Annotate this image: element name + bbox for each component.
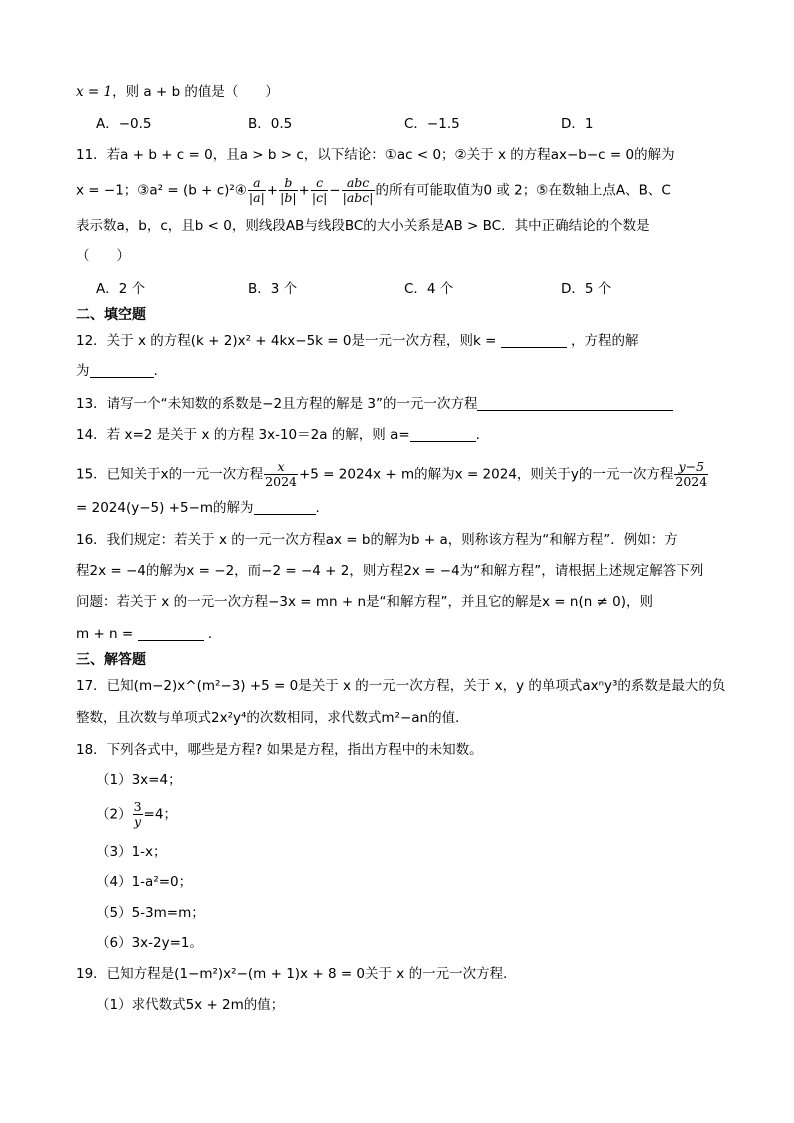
q16-blank[interactable] <box>138 626 204 641</box>
q18-title: 18．下列各式中，哪些是方程? 如果是方程，指出方程中的未知数。 <box>76 742 483 758</box>
q11-option-d[interactable]: D．5 个 <box>561 281 612 297</box>
q10-option-d[interactable]: D．1 <box>561 116 594 132</box>
q18-item-3: （3）1-x； <box>96 844 167 860</box>
q13-blank[interactable] <box>477 396 673 411</box>
q10-text: ，则 a + b 的值是（ ） <box>112 84 279 100</box>
q16-line-3: 问题：若关于 x 的一元一次方程−3x = mn + n是“和解方程”，并且它的解是x = n(n ≠ 0)，则 <box>76 594 654 610</box>
q15-dot: . <box>315 500 320 516</box>
q16-dot: . <box>207 626 213 642</box>
q12-text-c: 为 <box>76 363 90 379</box>
q18-item-4: （4）1-a²=0； <box>96 874 193 890</box>
section-2-heading: 二、填空题 <box>76 307 146 323</box>
q12-line-1 <box>76 331 639 351</box>
q17-line-1: 17．已知(m−2)x^(m²−3) +5 = 0是关于 x 的一元一次方程，关于 x，y 的单项式axⁿy³的系数是最大的负 <box>76 678 726 694</box>
q17-line-2: 整数，且次数与单项式2x²y⁴的次数相同，求代数式m²−an的值． <box>76 710 469 726</box>
q19-sub-1: （1）求代数式5x + 2m的值； <box>96 997 285 1013</box>
q11-frac-b: $\frac{b}{|b|}$ <box>280 175 297 205</box>
q18-item-2-label: （2） <box>96 806 132 823</box>
q11-frac-a: $\frac{a}{|a|}$ <box>248 175 265 205</box>
q11-line-2b: 的所有可能取值为0 或 2；⑤在数轴上点A、B、C <box>375 182 671 199</box>
q15-line-1 <box>76 460 709 489</box>
q12-line-2 <box>76 361 158 381</box>
q12-text-b: ，方程的解 <box>571 333 639 349</box>
q12-blank-k[interactable] <box>501 333 567 348</box>
q11-line-2: x = −1；③a² = (b + c)²④ $\frac{a}{|a|}$ + $\frac{b}{|b|}$ + $\frac{c}{|c|}$ − $\frac{\text{abc}}{\text{|abc|}}$ 的所有可能取值为0 或 2；⑤在数轴上点A、B、C <box>76 175 671 205</box>
q12-blank-solution[interactable] <box>90 363 154 378</box>
q13-text: 13．请写一个“未知数的系数是−2且方程的解是 3”的一元一次方程 <box>76 396 478 412</box>
q10-tail <box>76 82 279 102</box>
q16-text-a: m + n = <box>76 626 134 642</box>
q11-option-b[interactable]: B．3 个 <box>248 281 298 297</box>
q14-line <box>76 425 480 445</box>
q15-text-a: 15．已知关于x的一元一次方程 <box>76 466 264 483</box>
q11-option-c[interactable]: C．4 个 <box>404 281 454 297</box>
q11-line-4: （ ） <box>76 248 130 264</box>
q11-line-2a: x = −1；③a² = (b + c)²④ <box>76 182 247 199</box>
q16-line-2: 程2x = −4的解为x = −2，而−2 = −4 + 2，则方程2x = −4为“和解方程”，请根据上述规定解答下列 <box>76 563 704 579</box>
q18-item-2-rest: =4； <box>143 806 177 823</box>
q11-line-3: 表示数a，b，c，且b < 0，则线段AB与线段BC的大小关系是AB > BC．其中正确结论的个数是 <box>76 218 650 234</box>
q10-option-b[interactable]: B．0.5 <box>248 116 293 132</box>
q10-condition: x = 1 <box>76 84 113 100</box>
q18-item-5: （5）5-3m=m； <box>96 905 205 921</box>
q14-dot: . <box>475 427 480 443</box>
q14-blank[interactable] <box>410 427 476 442</box>
q16-line-1: 16．我们规定：若关于 x 的一元一次方程ax = b的解为b + a，则称该方程为“和解方程”．例如：方 <box>76 532 678 548</box>
q12-text-a: 12．关于 x 的方程(k + 2)x² + 4kx−5k = 0是一元一次方程，则k = <box>76 333 497 349</box>
q18-item-2 <box>96 800 177 829</box>
section-3-heading: 三、解答题 <box>76 652 146 668</box>
q11-frac-abc: $\frac{\text{abc}}{\text{|abc|}}$ <box>342 175 374 205</box>
q19-line-1: 19．已知方程是(1−m²)x²−(m + 1)x + 8 = 0关于 x 的一元一次方程． <box>76 966 517 982</box>
q16-line-4 <box>76 624 212 644</box>
q14-text: 14．若 x=2 是关于 x 的方程 3x-10＝2a 的解，则 a= <box>76 427 410 443</box>
q18-item-1: （1）3x=4； <box>96 772 182 788</box>
q15-frac-y: $\frac{y-5}{2024}$ <box>675 459 708 489</box>
q11-line-1: 11．若a + b + c = 0，且a > b > c，以下结论：①ac < 0；②关于 x 的方程ax−b−c = 0的解为 <box>76 147 675 163</box>
q13-line <box>76 394 673 414</box>
q15-text-b: +5 = 2024x + m的解为x = 2024，则关于y的一元一次方程 <box>298 466 674 483</box>
q11-frac-c: $\frac{c}{|c|}$ <box>311 175 328 205</box>
q15-blank[interactable] <box>254 500 316 515</box>
q12-text-d: . <box>153 363 158 379</box>
q18-item-2-frac: $\frac{3}{y}$ <box>133 799 142 829</box>
q10-option-c[interactable]: C．−1.5 <box>404 116 460 132</box>
q15-text-c: = 2024(y−5) +5−m的解为 <box>76 500 254 516</box>
q15-frac-x: $\frac{x}{2024}$ <box>265 459 297 489</box>
q11-option-a[interactable]: A．2 个 <box>96 281 146 297</box>
q15-line-2 <box>76 498 320 518</box>
q10-option-a[interactable]: A．−0.5 <box>96 116 152 132</box>
q18-item-6: （6）3x-2y=1。 <box>96 935 204 951</box>
